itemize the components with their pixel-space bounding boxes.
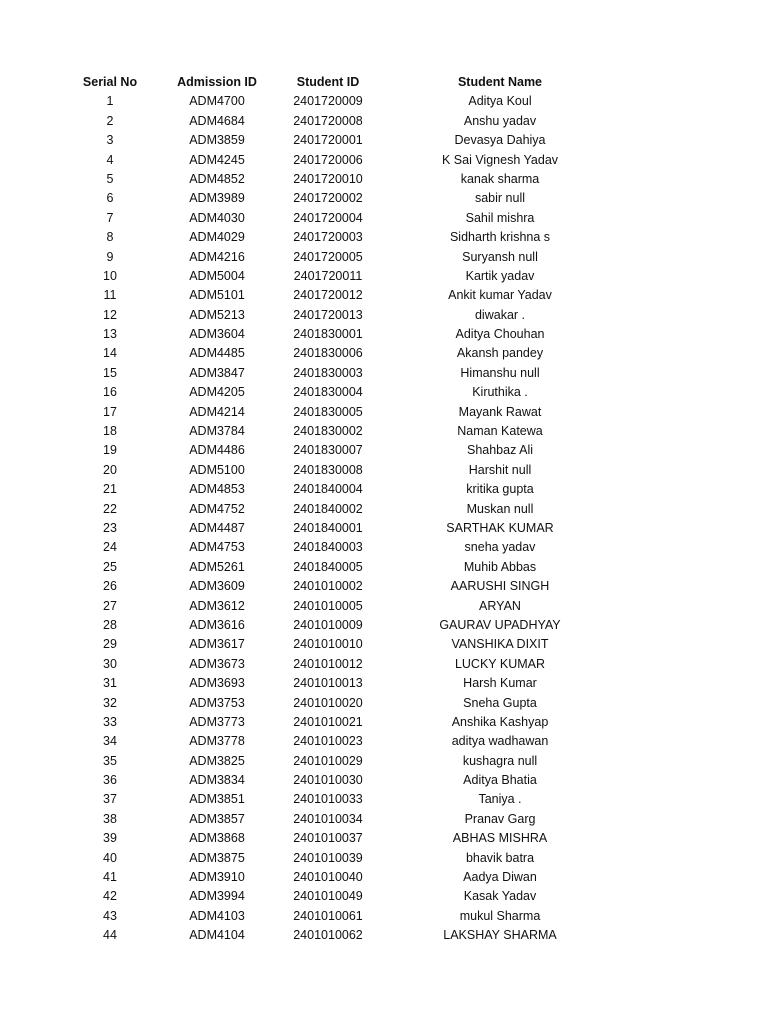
serial-no-cell: 17 xyxy=(103,404,117,419)
table-header-row xyxy=(0,73,768,92)
serial-no-cell: 7 xyxy=(106,210,114,225)
student-id-cell: 2401010023 xyxy=(293,734,363,749)
serial-no-cell: 22 xyxy=(103,501,117,516)
table-row xyxy=(0,112,768,131)
student-id-cell: 2401840002 xyxy=(293,501,363,516)
admission-id-cell: ADM3778 xyxy=(189,734,245,749)
admission-id-cell: ADM3834 xyxy=(189,773,245,788)
student-id-cell: 2401720003 xyxy=(293,230,363,245)
student-name-cell: ABHAS MISHRA xyxy=(452,831,548,846)
serial-no-cell: 21 xyxy=(103,482,117,497)
student-id-cell: 2401830001 xyxy=(293,327,363,342)
serial-no-cell: 26 xyxy=(103,579,117,594)
table-row xyxy=(0,480,768,499)
table-row xyxy=(0,752,768,771)
student-id-cell: 2401720009 xyxy=(293,94,363,109)
admission-id-cell: ADM4852 xyxy=(189,171,245,186)
table-row xyxy=(0,713,768,732)
admission-id-cell: ADM3847 xyxy=(189,365,245,380)
admission-id-cell: ADM4486 xyxy=(189,443,245,458)
admission-id-cell: ADM4103 xyxy=(189,908,245,923)
student-id-cell: 2401010033 xyxy=(293,792,363,807)
admission-id-cell: ADM3857 xyxy=(189,811,245,826)
serial-no-cell: 3 xyxy=(106,133,114,148)
student-name-cell: Pranav Garg xyxy=(464,811,536,826)
serial-no-cell: 37 xyxy=(103,792,117,807)
admission-id-cell: ADM4684 xyxy=(189,113,245,128)
serial-no-cell: 9 xyxy=(106,249,114,264)
serial-no-cell: 13 xyxy=(103,327,117,342)
table-row xyxy=(0,810,768,829)
student-id-cell: 2401010061 xyxy=(293,908,363,923)
admission-id-cell: ADM3753 xyxy=(189,695,245,710)
student-name-cell: kanak sharma xyxy=(460,171,540,186)
table-row xyxy=(0,248,768,267)
table-row xyxy=(0,538,768,557)
serial-no-cell: 1 xyxy=(106,94,114,109)
student-id-cell: 2401830002 xyxy=(293,424,363,439)
student-name-cell: Sahil mishra xyxy=(465,210,535,225)
student-id-cell: 2401010002 xyxy=(293,579,363,594)
table-row xyxy=(0,189,768,208)
serial-no-cell: 18 xyxy=(103,424,117,439)
serial-no-cell: 2 xyxy=(106,113,114,128)
admission-id-cell: ADM3604 xyxy=(189,327,245,342)
serial-no-cell: 20 xyxy=(103,462,117,477)
admission-id-cell: ADM3616 xyxy=(189,617,245,632)
student-id-cell: 2401010037 xyxy=(293,831,363,846)
admission-id-cell: ADM3875 xyxy=(189,850,245,865)
admission-id-cell: ADM3612 xyxy=(189,598,245,613)
table-row xyxy=(0,849,768,868)
student-id-cell: 2401720001 xyxy=(293,133,363,148)
serial-no-cell: 31 xyxy=(103,676,117,691)
student-name-cell: aditya wadhawan xyxy=(451,734,549,749)
table-row xyxy=(0,926,768,945)
admission-id-cell: ADM3693 xyxy=(189,676,245,691)
admission-id-cell: ADM3859 xyxy=(189,133,245,148)
column-header-admission-id: Admission ID xyxy=(177,75,257,89)
student-id-cell: 2401830004 xyxy=(293,385,363,400)
serial-no-cell: 8 xyxy=(106,230,114,245)
student-id-cell: 2401720011 xyxy=(293,268,363,283)
admission-id-cell: ADM4029 xyxy=(189,230,245,245)
student-name-cell: mukul Sharma xyxy=(459,908,541,923)
serial-no-cell: 16 xyxy=(103,385,117,400)
table-row xyxy=(0,597,768,616)
serial-no-cell: 34 xyxy=(103,734,117,749)
student-name-cell: Kartik yadav xyxy=(465,268,535,283)
serial-no-cell: 41 xyxy=(103,870,117,885)
serial-no-cell: 27 xyxy=(103,598,117,613)
serial-no-cell: 28 xyxy=(103,617,117,632)
admission-id-cell: ADM4214 xyxy=(189,404,245,419)
student-id-cell: 2401010040 xyxy=(293,870,363,885)
student-id-cell: 2401010029 xyxy=(293,753,363,768)
student-name-cell: VANSHIKA DIXIT xyxy=(451,637,549,652)
student-id-cell: 2401840004 xyxy=(293,482,363,497)
table-row xyxy=(0,790,768,809)
table-row xyxy=(0,267,768,286)
table-row xyxy=(0,732,768,751)
table-row xyxy=(0,616,768,635)
student-id-cell: 2401010062 xyxy=(293,928,363,943)
admission-id-cell: ADM4752 xyxy=(189,501,245,516)
student-name-cell: Suryansh null xyxy=(462,249,538,264)
serial-no-cell: 36 xyxy=(103,773,117,788)
student-table xyxy=(0,73,768,946)
admission-id-cell: ADM4104 xyxy=(189,928,245,943)
admission-id-cell: ADM3851 xyxy=(189,792,245,807)
student-name-cell: Muhib Abbas xyxy=(463,559,537,574)
admission-id-cell: ADM4030 xyxy=(189,210,245,225)
student-id-cell: 2401010005 xyxy=(293,598,363,613)
column-header-serial-no: Serial No xyxy=(82,75,138,89)
student-name-cell: Sidharth krishna s xyxy=(449,230,551,245)
student-name-cell: AARUSHI SINGH xyxy=(450,579,550,594)
table-row xyxy=(0,500,768,519)
table-row xyxy=(0,422,768,441)
student-id-cell: 2401720006 xyxy=(293,152,363,167)
admission-id-cell: ADM3910 xyxy=(189,870,245,885)
admission-id-cell: ADM5213 xyxy=(189,307,245,322)
student-id-cell: 2401010020 xyxy=(293,695,363,710)
student-name-cell: sneha yadav xyxy=(464,540,536,555)
student-name-cell: Sneha Gupta xyxy=(463,695,537,710)
student-name-cell: Anshika Kashyap xyxy=(451,714,549,729)
admission-id-cell: ADM3617 xyxy=(189,637,245,652)
table-body xyxy=(0,92,768,945)
table-row xyxy=(0,868,768,887)
admission-id-cell: ADM5101 xyxy=(189,288,245,303)
admission-id-cell: ADM3989 xyxy=(189,191,245,206)
serial-no-cell: 5 xyxy=(106,171,114,186)
serial-no-cell: 24 xyxy=(103,540,117,555)
admission-id-cell: ADM4216 xyxy=(189,249,245,264)
admission-id-cell: ADM3994 xyxy=(189,889,245,904)
student-id-cell: 2401010030 xyxy=(293,773,363,788)
admission-id-cell: ADM3773 xyxy=(189,714,245,729)
student-name-cell: Devasya Dahiya xyxy=(454,133,546,148)
student-id-cell: 2401830003 xyxy=(293,365,363,380)
student-id-cell: 2401010010 xyxy=(293,637,363,652)
student-id-cell: 2401010009 xyxy=(293,617,363,632)
admission-id-cell: ADM3784 xyxy=(189,424,245,439)
serial-no-cell: 43 xyxy=(103,908,117,923)
table-row xyxy=(0,383,768,402)
admission-id-cell: ADM3868 xyxy=(189,831,245,846)
student-name-cell: Harsh Kumar xyxy=(463,676,537,691)
admission-id-cell: ADM5100 xyxy=(189,462,245,477)
student-name-cell: K Sai Vignesh Yadav xyxy=(441,152,559,167)
student-name-cell: LAKSHAY SHARMA xyxy=(443,928,557,943)
table-row xyxy=(0,92,768,111)
student-id-cell: 2401010012 xyxy=(293,656,363,671)
table-row xyxy=(0,131,768,150)
table-row xyxy=(0,151,768,170)
student-name-cell: Mayank Rawat xyxy=(458,404,542,419)
student-id-cell: 2401840003 xyxy=(293,540,363,555)
serial-no-cell: 23 xyxy=(103,520,117,535)
admission-id-cell: ADM4700 xyxy=(189,94,245,109)
table-row xyxy=(0,635,768,654)
student-name-cell: Muskan null xyxy=(466,501,534,516)
table-row xyxy=(0,228,768,247)
serial-no-cell: 32 xyxy=(103,695,117,710)
student-id-cell: 2401720013 xyxy=(293,307,363,322)
student-name-cell: Ankit kumar Yadav xyxy=(448,288,552,303)
student-name-cell: Anshu yadav xyxy=(463,113,537,128)
student-name-cell: sabir null xyxy=(474,191,526,206)
admission-id-cell: ADM4485 xyxy=(189,346,245,361)
student-name-cell: Shahbaz Ali xyxy=(466,443,534,458)
admission-id-cell: ADM3673 xyxy=(189,656,245,671)
student-id-cell: 2401830008 xyxy=(293,462,363,477)
student-name-cell: Kasak Yadav xyxy=(463,889,537,904)
admission-id-cell: ADM3825 xyxy=(189,753,245,768)
admission-id-cell: ADM4487 xyxy=(189,520,245,535)
student-id-cell: 2401010039 xyxy=(293,850,363,865)
student-name-cell: Aditya Chouhan xyxy=(455,327,545,342)
student-id-cell: 2401720012 xyxy=(293,288,363,303)
student-name-cell: bhavik batra xyxy=(465,850,535,865)
student-id-cell: 2401840001 xyxy=(293,520,363,535)
serial-no-cell: 14 xyxy=(103,346,117,361)
serial-no-cell: 44 xyxy=(103,928,117,943)
student-name-cell: Taniya . xyxy=(478,792,522,807)
student-id-cell: 2401720002 xyxy=(293,191,363,206)
student-id-cell: 2401830005 xyxy=(293,404,363,419)
serial-no-cell: 39 xyxy=(103,831,117,846)
student-id-cell: 2401010013 xyxy=(293,676,363,691)
serial-no-cell: 30 xyxy=(103,656,117,671)
admission-id-cell: ADM4205 xyxy=(189,385,245,400)
student-name-cell: GAURAV UPADHYAY xyxy=(439,617,561,632)
student-name-cell: Aadya Diwan xyxy=(463,870,537,885)
student-name-cell: ARYAN xyxy=(479,598,521,613)
student-name-cell: LUCKY KUMAR xyxy=(454,656,546,671)
admission-id-cell: ADM4753 xyxy=(189,540,245,555)
student-id-cell: 2401720010 xyxy=(293,171,363,186)
table-row xyxy=(0,887,768,906)
student-name-cell: Harshit null xyxy=(468,462,532,477)
serial-no-cell: 6 xyxy=(106,191,114,206)
table-row xyxy=(0,461,768,480)
serial-no-cell: 35 xyxy=(103,753,117,768)
serial-no-cell: 12 xyxy=(103,307,117,322)
student-id-cell: 2401840005 xyxy=(293,559,363,574)
student-name-cell: Aditya Bhatia xyxy=(463,773,537,788)
table-row xyxy=(0,306,768,325)
student-name-cell: diwakar . xyxy=(474,307,526,322)
serial-no-cell: 38 xyxy=(103,811,117,826)
student-name-cell: Kiruthika . xyxy=(472,385,528,400)
table-row xyxy=(0,364,768,383)
table-row xyxy=(0,170,768,189)
table-row xyxy=(0,577,768,596)
table-row xyxy=(0,286,768,305)
table-row xyxy=(0,519,768,538)
column-header-student-name: Student Name xyxy=(457,75,543,89)
student-name-cell: Akansh pandey xyxy=(456,346,544,361)
student-name-cell: Aditya Koul xyxy=(468,94,532,109)
serial-no-cell: 29 xyxy=(103,637,117,652)
serial-no-cell: 15 xyxy=(103,365,117,380)
student-id-cell: 2401720008 xyxy=(293,113,363,128)
table-row xyxy=(0,694,768,713)
admission-id-cell: ADM4245 xyxy=(189,152,245,167)
student-id-cell: 2401720005 xyxy=(293,249,363,264)
table-row xyxy=(0,558,768,577)
table-row xyxy=(0,403,768,422)
serial-no-cell: 4 xyxy=(106,152,114,167)
student-id-cell: 2401010049 xyxy=(293,889,363,904)
student-id-cell: 2401010034 xyxy=(293,811,363,826)
student-name-cell: Naman Katewa xyxy=(457,424,543,439)
student-id-cell: 2401720004 xyxy=(293,210,363,225)
serial-no-cell: 40 xyxy=(103,850,117,865)
admission-id-cell: ADM4853 xyxy=(189,482,245,497)
serial-no-cell: 33 xyxy=(103,714,117,729)
table-row xyxy=(0,441,768,460)
table-row xyxy=(0,655,768,674)
serial-no-cell: 42 xyxy=(103,889,117,904)
table-row xyxy=(0,209,768,228)
serial-no-cell: 19 xyxy=(103,443,117,458)
table-row xyxy=(0,829,768,848)
student-name-cell: Himanshu null xyxy=(460,365,540,380)
serial-no-cell: 25 xyxy=(103,559,117,574)
table-row xyxy=(0,674,768,693)
serial-no-cell: 10 xyxy=(103,268,117,283)
student-name-cell: kushagra null xyxy=(462,753,538,768)
admission-id-cell: ADM5261 xyxy=(189,559,245,574)
student-id-cell: 2401830007 xyxy=(293,443,363,458)
admission-id-cell: ADM3609 xyxy=(189,579,245,594)
student-name-cell: SARTHAK KUMAR xyxy=(446,520,554,535)
student-name-cell: kritika gupta xyxy=(466,482,534,497)
student-id-cell: 2401010021 xyxy=(293,714,363,729)
serial-no-cell: 11 xyxy=(103,288,117,303)
admission-id-cell: ADM5004 xyxy=(189,268,245,283)
table-row xyxy=(0,771,768,790)
table-row xyxy=(0,325,768,344)
student-id-cell: 2401830006 xyxy=(293,346,363,361)
table-row xyxy=(0,907,768,926)
column-header-student-id: Student ID xyxy=(296,75,360,89)
table-row xyxy=(0,344,768,363)
